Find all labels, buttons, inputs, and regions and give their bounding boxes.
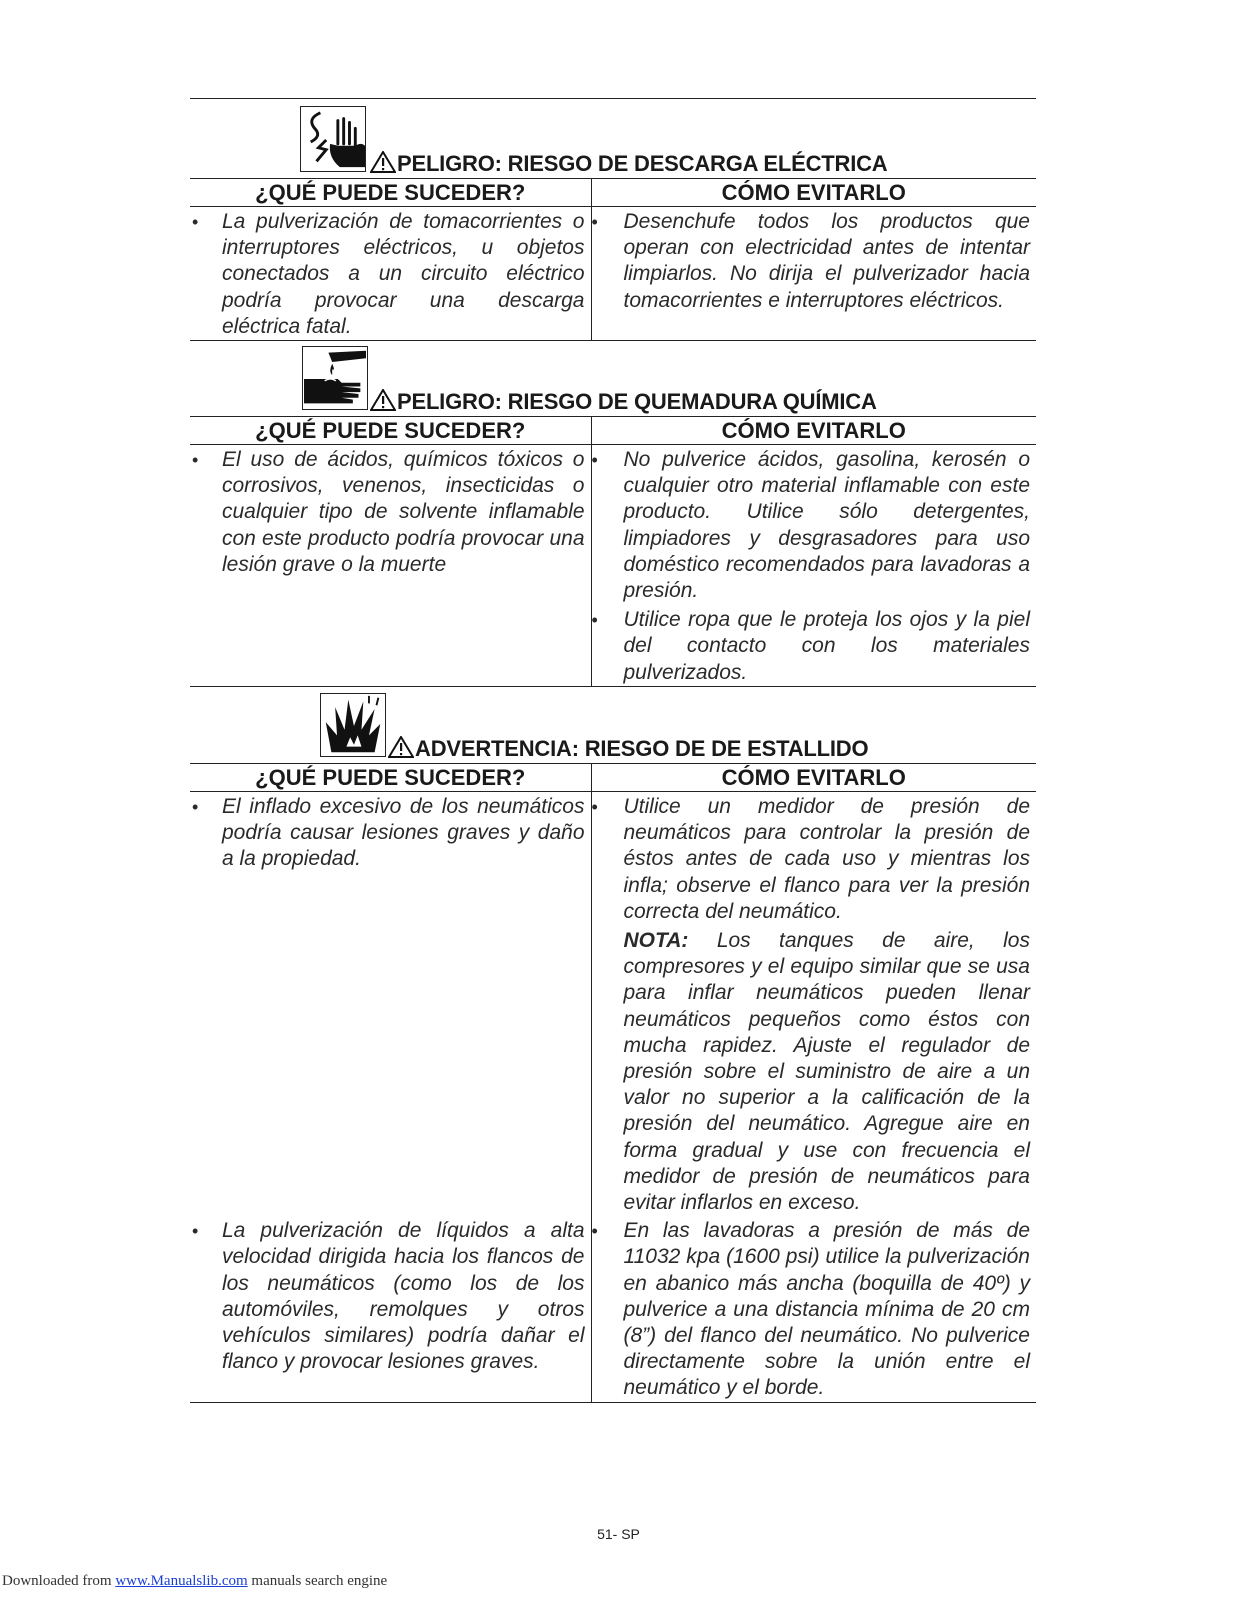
section-header <box>190 338 1036 416</box>
hazard-table <box>190 763 1036 1403</box>
download-footer <box>2 1573 387 1590</box>
column-header-what-can-happen: ¿QUÉ PUEDE SUCEDER? <box>190 764 591 792</box>
column-header-how-to-avoid: CÓMO EVITARLO <box>591 179 1036 207</box>
list-item: • Utilice un medidor de presión de neumáticos para controlar la presión de éstos antes de cada uso y mientras los infla; observe el flanco para ver la presión correcta del neumático. <box>591 795 1030 923</box>
column-header-how-to-avoid: CÓMO EVITARLO <box>591 764 1036 792</box>
bullet: • <box>591 1221 598 1242</box>
hazard-table <box>190 416 1036 687</box>
list-item: • Utilice ropa que le proteja los ojos y la piel del contacto con los materiales pulverizados. <box>591 608 1030 684</box>
section-title: PELIGRO: RIESGO DE QUEMADURA QUÍMICA <box>370 389 877 415</box>
list-item: • El uso de ácidos, químicos tóxicos o corrosivos, venenos, insecticidas o cualquier tipo de solvente inflamable con este producto podría provocar una lesión grave o la muerte <box>192 448 585 576</box>
bullet: • <box>591 212 598 232</box>
table-row <box>190 1216 1036 1402</box>
bullet: • <box>192 212 199 232</box>
warning-triangle-icon <box>370 151 396 173</box>
section-header <box>190 685 1036 763</box>
list-item: • No pulverice ácidos, gasolina, kerosén o cualquier otro material inflamable con este producto. Utilice sólo detergentes, limpiadores y desgrasadores para uso doméstico recomendados para lavadoras a presión. <box>591 448 1030 603</box>
list-item: • En las lavadoras a presión de más de 11032 kpa (1600 psi) utilice la pulverización en abanico más ancha (boquilla de 40º) y pulverice a una distancia mínima de 20 cm (8”) del flanco del neumático. No pulverice directamente sobre la unión entre el neumático y el borde. <box>591 1219 1030 1400</box>
electric-shock-hand-icon <box>300 106 366 172</box>
bullet: • <box>591 797 598 817</box>
list-item: • La pulverización de tomacorrientes o interruptores eléctricos, u objetos conectados a un circuito eléctrico podría provocar una descarga eléctrica fatal. <box>192 210 585 338</box>
list-item: • Desenchufe todos los productos que operan con electricidad antes de intentar limpiarlos. No dirija el pulverizador hacia tomacorrientes e interruptores eléctricos. <box>591 210 1030 312</box>
chemical-burn-hand-icon <box>302 346 368 410</box>
table-row <box>190 792 1036 1217</box>
section-header <box>190 100 1036 178</box>
column-header-what-can-happen: ¿QUÉ PUEDE SUCEDER? <box>190 179 591 207</box>
burst-explosion-icon <box>320 693 386 757</box>
table-row <box>190 445 1036 687</box>
footer-prefix: Downloaded from <box>2 1573 116 1589</box>
bullet: • <box>192 1221 199 1242</box>
section-title: ADVERTENCIA: RIESGO DE DE ESTALLIDO <box>388 736 868 762</box>
note-label: NOTA: <box>623 929 689 953</box>
section-title: PELIGRO: RIESGO DE DESCARGA ELÉCTRICA <box>370 151 888 177</box>
column-header-how-to-avoid: CÓMO EVITARLO <box>591 417 1036 445</box>
hazard-table <box>190 178 1036 341</box>
page-number: 51- SP <box>597 1526 640 1542</box>
bullet: • <box>591 610 598 631</box>
list-item: • El inflado excesivo de los neumáticos podría causar lesiones graves y daño a la propiedad. <box>192 795 585 871</box>
note-paragraph: NOTA: Los tanques de aire, los compresores y el equipo similar que se usa para inflar neumáticos pueden llenar neumáticos pequeños como éstos con mucha rapidez. Ajuste el regulador de presión sobre el suministro de aire a un valor no superior a la calificación de la presión del neumático. Agregue aire en forma gradual y use con frecuencia el medidor de presión de neumáticos para evitar inflarlos en exceso. <box>623 929 1030 1215</box>
bullet: • <box>591 450 598 470</box>
section-chemical-burn <box>190 338 1036 687</box>
bullet: • <box>192 450 199 470</box>
footer-suffix: manuals search engine <box>247 1573 388 1589</box>
bullet: • <box>192 797 199 817</box>
footer-link[interactable]: www.Manualslib.com <box>115 1573 248 1589</box>
warning-triangle-icon <box>388 736 414 758</box>
list-item: • La pulverización de líquidos a alta velocidad dirigida hacia los flancos de los neumáticos (como los de los automóviles, remolques y otros vehículos similares) podría dañar el flanco y provocar lesiones graves. <box>192 1219 585 1374</box>
top-rule <box>190 98 1036 99</box>
warning-triangle-icon <box>370 389 396 411</box>
table-row <box>190 207 1036 341</box>
section-electric-shock <box>190 100 1036 341</box>
column-header-what-can-happen: ¿QUÉ PUEDE SUCEDER? <box>190 417 591 445</box>
section-burst <box>190 685 1036 1403</box>
